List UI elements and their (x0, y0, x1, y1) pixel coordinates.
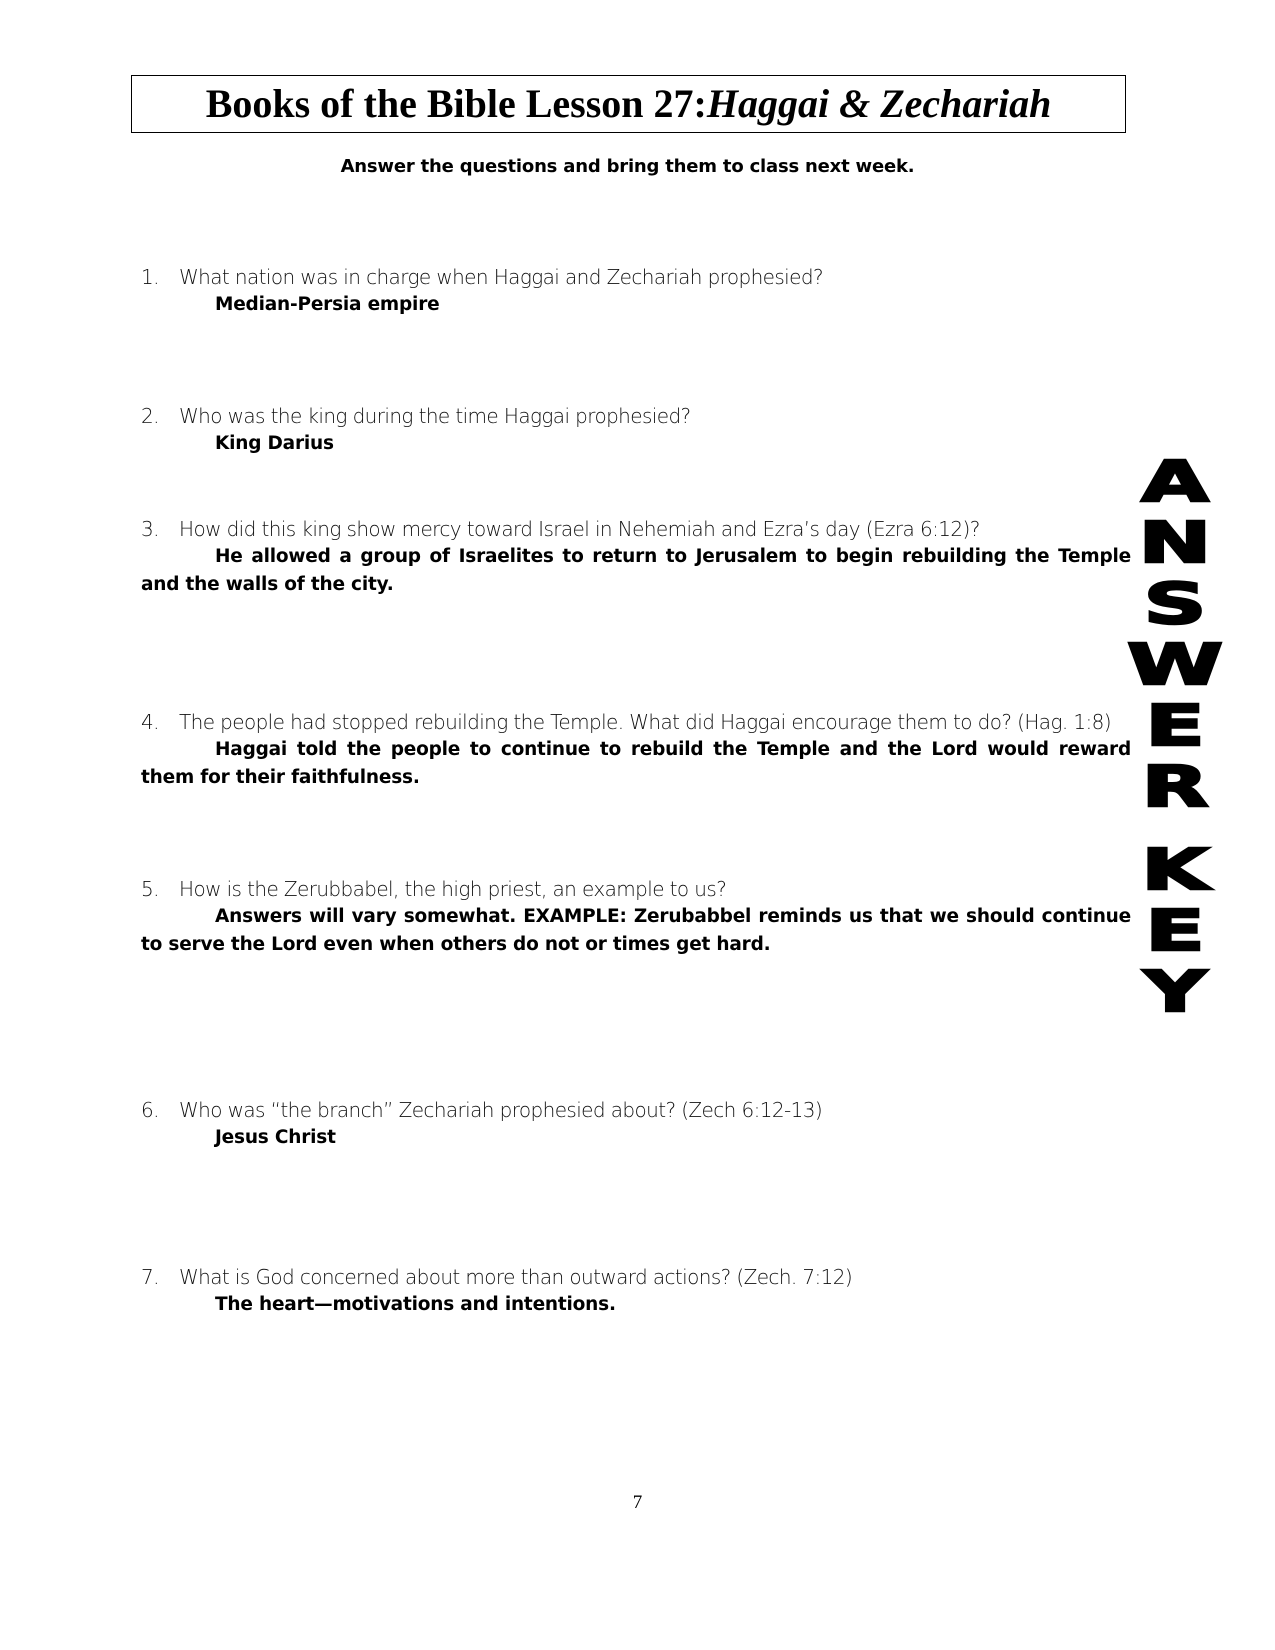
answer-key-letter: R (1141, 755, 1209, 820)
answer-key-letter: E (1145, 694, 1205, 759)
answer-key-gap (1130, 818, 1220, 840)
answer-text: The heart—motivations and intentions. (215, 1294, 616, 1315)
answer-key-letter: N (1138, 511, 1212, 576)
title-main: Books of the Bible Lesson 27: (205, 81, 707, 126)
answer-key-letter: K (1141, 838, 1209, 903)
question-text: How did this king show mercy toward Israel in Nehemiah and Ezra’s day (Ezra 6:12)? (179, 517, 980, 541)
answer-text: Answers will vary somewhat. EXAMPLE: Zerubabbel reminds us that we should continue to serve the Lord even when others do not or times get hard. (141, 906, 1131, 955)
question-text: Who was “the branch” Zechariah prophesied about? (Zech 6:12-13) (179, 1098, 823, 1122)
question-text: The people had stopped rebuilding the Temple. What did Haggai encourage them to do? (Hag. 1:8) (179, 710, 1111, 734)
question-1 (141, 264, 1131, 319)
answer-text: Median-Persia empire (215, 294, 440, 315)
instructions: Answer the questions and bring them to class next week. (340, 156, 915, 177)
answer-text: King Darius (215, 433, 334, 454)
page-number: 7 (632, 1492, 643, 1513)
answer-key-letter: E (1145, 899, 1205, 964)
question-number: 5. (141, 877, 159, 901)
question-number: 1. (141, 265, 159, 289)
question-text: How is the Zerubbabel, the high priest, an example to us? (179, 877, 727, 901)
question-text: Who was the king during the time Haggai prophesied? (179, 404, 691, 428)
question-number: 4. (141, 710, 159, 734)
question-number: 2. (141, 404, 159, 428)
answer-text: Haggai told the people to continue to rebuild the Temple and the Lord would reward them for their faithfulness. (141, 739, 1131, 788)
question-number: 3. (141, 517, 159, 541)
question-text: What nation was in charge when Haggai and Zechariah prophesied? (179, 265, 823, 289)
answer-key-letter: Y (1143, 960, 1207, 1025)
answer-text: He allowed a group of Israelites to return to Jerusalem to begin rebuilding the Temple and the walls of the city. (141, 546, 1131, 595)
question-2 (141, 403, 1131, 458)
question-7 (141, 1264, 1131, 1319)
question-number: 7. (141, 1265, 159, 1289)
question-5 (141, 876, 1131, 959)
question-6 (141, 1097, 1131, 1152)
answer-key-letter: S (1143, 572, 1207, 637)
answer-text: Jesus Christ (215, 1127, 336, 1148)
answer-key-letter: W (1127, 633, 1223, 698)
page-title (131, 75, 1126, 133)
question-text: What is God concerned about more than outward actions? (Zech. 7:12) (179, 1265, 853, 1289)
answer-key-letter: A (1141, 450, 1209, 515)
title-italic: Haggai & Zechariah (706, 81, 1052, 126)
question-4 (141, 709, 1131, 792)
answer-key-label (1127, 450, 1223, 1025)
question-3 (141, 516, 1131, 599)
question-number: 6. (141, 1098, 159, 1122)
